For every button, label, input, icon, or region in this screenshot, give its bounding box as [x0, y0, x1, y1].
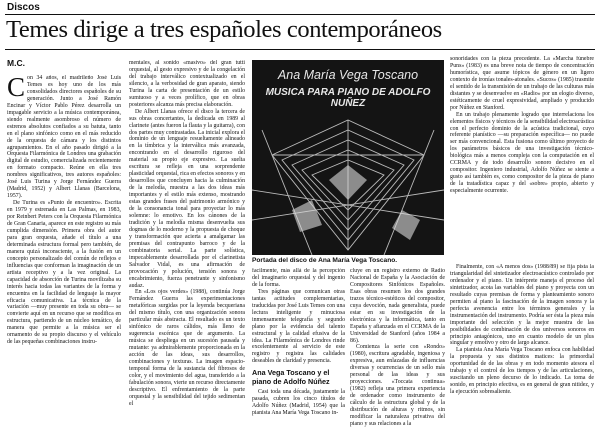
- paragraph: La pianista Ana María Vega Toscano enfoca con habilidad la propuesta y sus distintos matices: la primordial oportunidad de de las obras y en todo momento atesora el trabajo y el control de los tiempos y de las articulaciones, suscitando un pleno decurso de lo indicado. La toma de sonido, en principio efectiva, es en general de gran nitidez, y la ejecución sobresaliente.: [450, 347, 594, 396]
- headline-divider: [5, 49, 595, 50]
- paragraph: cluye en un registro externo de Radio Nacional de España y la Asociación de Compositores Sinfónicos Españoles. Esas obras resumen los dos grandes trazos técnico-estéticos del compositor, cuya devoción, nada generalista, puede estar en su investigación de la electrónica y la informática, tanto en España y afianzada en el CCRMA de la Universidad de Stanford (años 1984 a 86).: [350, 268, 445, 344]
- photo-caption: Portada del disco de Ana María Vega Toscano.: [252, 257, 398, 264]
- paragraph: [7, 75, 121, 200]
- paragraph: Finalmente, con «A menos dos» (1988/89) se fija pista la triangularidad del sintetizador electroacústico controlado por ordenador y el piano. Un intérprete maneja el proceso del sintetizador, acota las variables del piano y proyecta con un resultado cuyas premisas de forma y planteamiento sonoro permiten al piano la fascinación de la imagen sonora y la perfecta avenencia entre los términos generales y la instrumentación del instrumento. Podría ser ésta la pieza más importante del selección y la mejor muestra de las posibilidades de combinación de dos universos sonoros en principio antagónicos, uno en cuanto modelo de un plus singular y emotivo y otro de largo alcance.: [450, 264, 594, 347]
- byline: M.C.: [7, 58, 25, 68]
- drop-cap: C: [7, 75, 26, 102]
- paragraph: Comienza la serie con «Rondo» (1980), escritura agradable, ingeniosa y expresiva, aun enlazadas de influencias diversas y ocurrencias de un sello más personal de las ideas y sus proyecciones. «Toccata continua» (1982) refleja una primera experiencia de ordenador como instrumento de cálculo de la estructura global y de la distribución de alturas y ritmos, sin modificar la naturaleza privativa del piano y sus relaciones a la: [350, 344, 445, 427]
- article-column-1: [7, 75, 121, 444]
- paragraph: sonoridades con la pieza precedente. La «Marcha fúnebre Puns» (1983) es una breve nota de tiempo de concentración humorística, que asume tópicos de género en un ligero contexto de ironías tonales-atonales. «Sucos» (1985) trasmite el sentido de la transmisión de un trabajo de las culturas más distantes y se desenvuelve en «Radio» por un elogio diverso, estéticamente de cruel expresividad, ampliado y producido por Núñez en Stanford.: [450, 56, 594, 111]
- paragraph-text: on 34 años, el madrileño José Luis Temes es hoy uno de los más consolidados directores españoles de su generación. Junto a José Ramón Encinar y Víctor Pablo Pérez desarrolla un impagable servicio a la música contemporánea, siendo realmente asombroso el número de estrenos absolutos confiados a su batuta, tanto en el plano sinfónico como en el más reducido de la orquesta de cámara y los distintos agrupamientos. En el año pasado dirigió a la Orquesta Filarmónica de Londres una grabación digital de estudio, comercializada recientemente en formato compacto. Reúne en ella tres nombres significativos, tres autores españoles: José Luis Turina y Jorge Fernández Guerra (Madrid, 1952) y Albert Llanas (Barcelona, 1957).: [7, 75, 121, 200]
- article-column-6: [450, 264, 594, 444]
- section-label: Discos: [7, 2, 40, 13]
- album-artist-title: Ana María Vega Toscano: [277, 68, 419, 82]
- paragraph: En un trabajo plenamente logrado que interrelaciona los elementos físicos y técnicos de la sensibilidad electroacústica con el perfecto dominio de la acústica tradicional, cuyo referente pianístico —su preparación específica— no puede ser más convencional. Esta fusiona como último proyecto de los parámetros básicos de una investigación técnico-biológica más a menos compleja con la computación en el CCRMA y de todo desarrollo sonoro decisivo en el compositor. Ingeniero industrial, Adolfo Núñez se siente a gusto así también es, como compositor de la pieza de piano de la tratadística capaz y del «sobre» propio, abierto y especialmente ocurrente.: [450, 111, 594, 195]
- paragraph: Casi toda una década, justamente la pasada, cubren los cinco títulos de Adolfo Núñez (Madrid, 1954) que la pianista Ana María Vega Toscano in-: [252, 389, 345, 417]
- article-column-5: [450, 56, 594, 262]
- article-column-4: [350, 268, 445, 444]
- album-cover-image: [252, 60, 444, 255]
- paragraph: Tres páginas que comunican otras tantas actitudes complementarias, traducidas por José Luis Temes con una lectura inteligente y minuciosa inmensamente telegrafía y segundo plano por la evidencia del talento estructural y la calidad efusiva de la idea. La Filarmónica de Londres rinde excelentemente al servicio de este registro y registra las calidades deseables de claridad y presencia.: [252, 288, 345, 365]
- article-column-3: [252, 268, 345, 444]
- article-column-2: [129, 60, 245, 444]
- paragraph: De Albert Llanas ofrece el disco la tercera de sus obras concertantes, la dedicada en 1989 al clarinete (antes fueron la flauta y la guitarra), con dos partes muy contrastadas. La inicial explora el dominio de un lenguaje resueltamente alineado en la tímbrica y la interválica más avanzada, encontrando en el desarrollo riguroso del material su propio eje expresivo. La suelta escritura se refleja en una sorprendente plasticidad orquestal, rica en efectos sonoros y en desarrollos que concluyen hacia la culminación de la melodía, muestra a las dos ideas más importantes y el estilo más extenso, mostrando estas grandes frases del patrimonio armónico y de la consonancia tonal para proyectar lo más solemne: lo emotivo. En los cánones de la tradición y la melodía misma desenvuelta sus dogmas de lo moderno y la propuesta de choque y transformación que acierta a amalgamar las premisas del contrapunto barroco y de la combinatoria serial. La parte solística, impecablemente desarrollada por el clarinetista Salvador Vidal, es una afirmación de provocación y polución, tensión sonora y encabrimiento, fuerza penetrante y sinfonismo audaz.: [129, 108, 245, 289]
- album-title: MUSICA PARA PIANO DE ADOLFO NUÑEZ: [265, 87, 431, 109]
- headline: Temes dirige a tres españoles contemporáneos: [6, 16, 442, 43]
- section-divider: [5, 14, 595, 15]
- paragraph: mentales, al sonido «masivo» del gran tutti orquestal, al gesto expresivo y de la congelación del trabajo interválico contextualizado en el silencio, a la verbosidad de gran aparato, siendo Turina la carta de presentación de un estilo sumtuoso y a veces prolífico, que en obras posteriores alcanza más precisa elaboración.: [129, 60, 245, 108]
- paragraph: De Turina es «Punto de encuentro». Escrita en 1979 y estrenada en Las Palmas, en 1983, por Reinbert Peters con la Orquesta Filarmónica de Gran Canaria, aparece en este registro su más cumplida dimensión. Primera obra del autor para gran orquesta, añade el título a una determinada estructura formal pero también, de manera quizá inconsciente, a la fusión en un concepto personalizado del común de reflejos e influencias que conforman la imaginación de un artista receptivo y a la vez original. La capacidad de absorción de Turina movilizaba su interés hacia todas las variantes de la forma y encuentra en la facilidad de lenguaje la mayor eficacia comunicativa. La técnica de la variación —muy presente en toda su obra— se convierte aquí en un recurso que se modifica en estructura, partiendo de un núcleo temático, de manera que permite a la música ser el ornamento de su propio discurso y el vehículo de las pequeñas combinaciones instru-: [7, 200, 121, 346]
- paragraph: En «Los ojos verdes» (1988), continúa Jorge Fernández Guerra las experimentaciones metafóricas surgidas por la leyenda becqueriana del mismo título, con una organización sonora particular más abstracta. El resultado es un texto sinfónico de raros cálidos, más lleno de sugerencia escénica que de argumento. La música se despliega en un sucesión pausada y mutante: ya admirablemente proporcionada en la acción de las ideas, sus desarrollos, combinaciones y texturas. La imagen espacio-temporal forma de la sustancia del fibrosos de color, y el movimiento del agua, transferido a la fabulación sonora, vierte un recurso directamente descriptivo. El enfrentamiento de la parte orquestal y la sensibilidad del tejido sedimentan el: [129, 289, 245, 407]
- paragraph: facilmente, más allá de la percepción del imaginario orquestal y del ingenio de la forma.: [252, 268, 345, 288]
- subheading: Ana Vega Toscano y el piano de Adolfo Núñez: [252, 368, 330, 386]
